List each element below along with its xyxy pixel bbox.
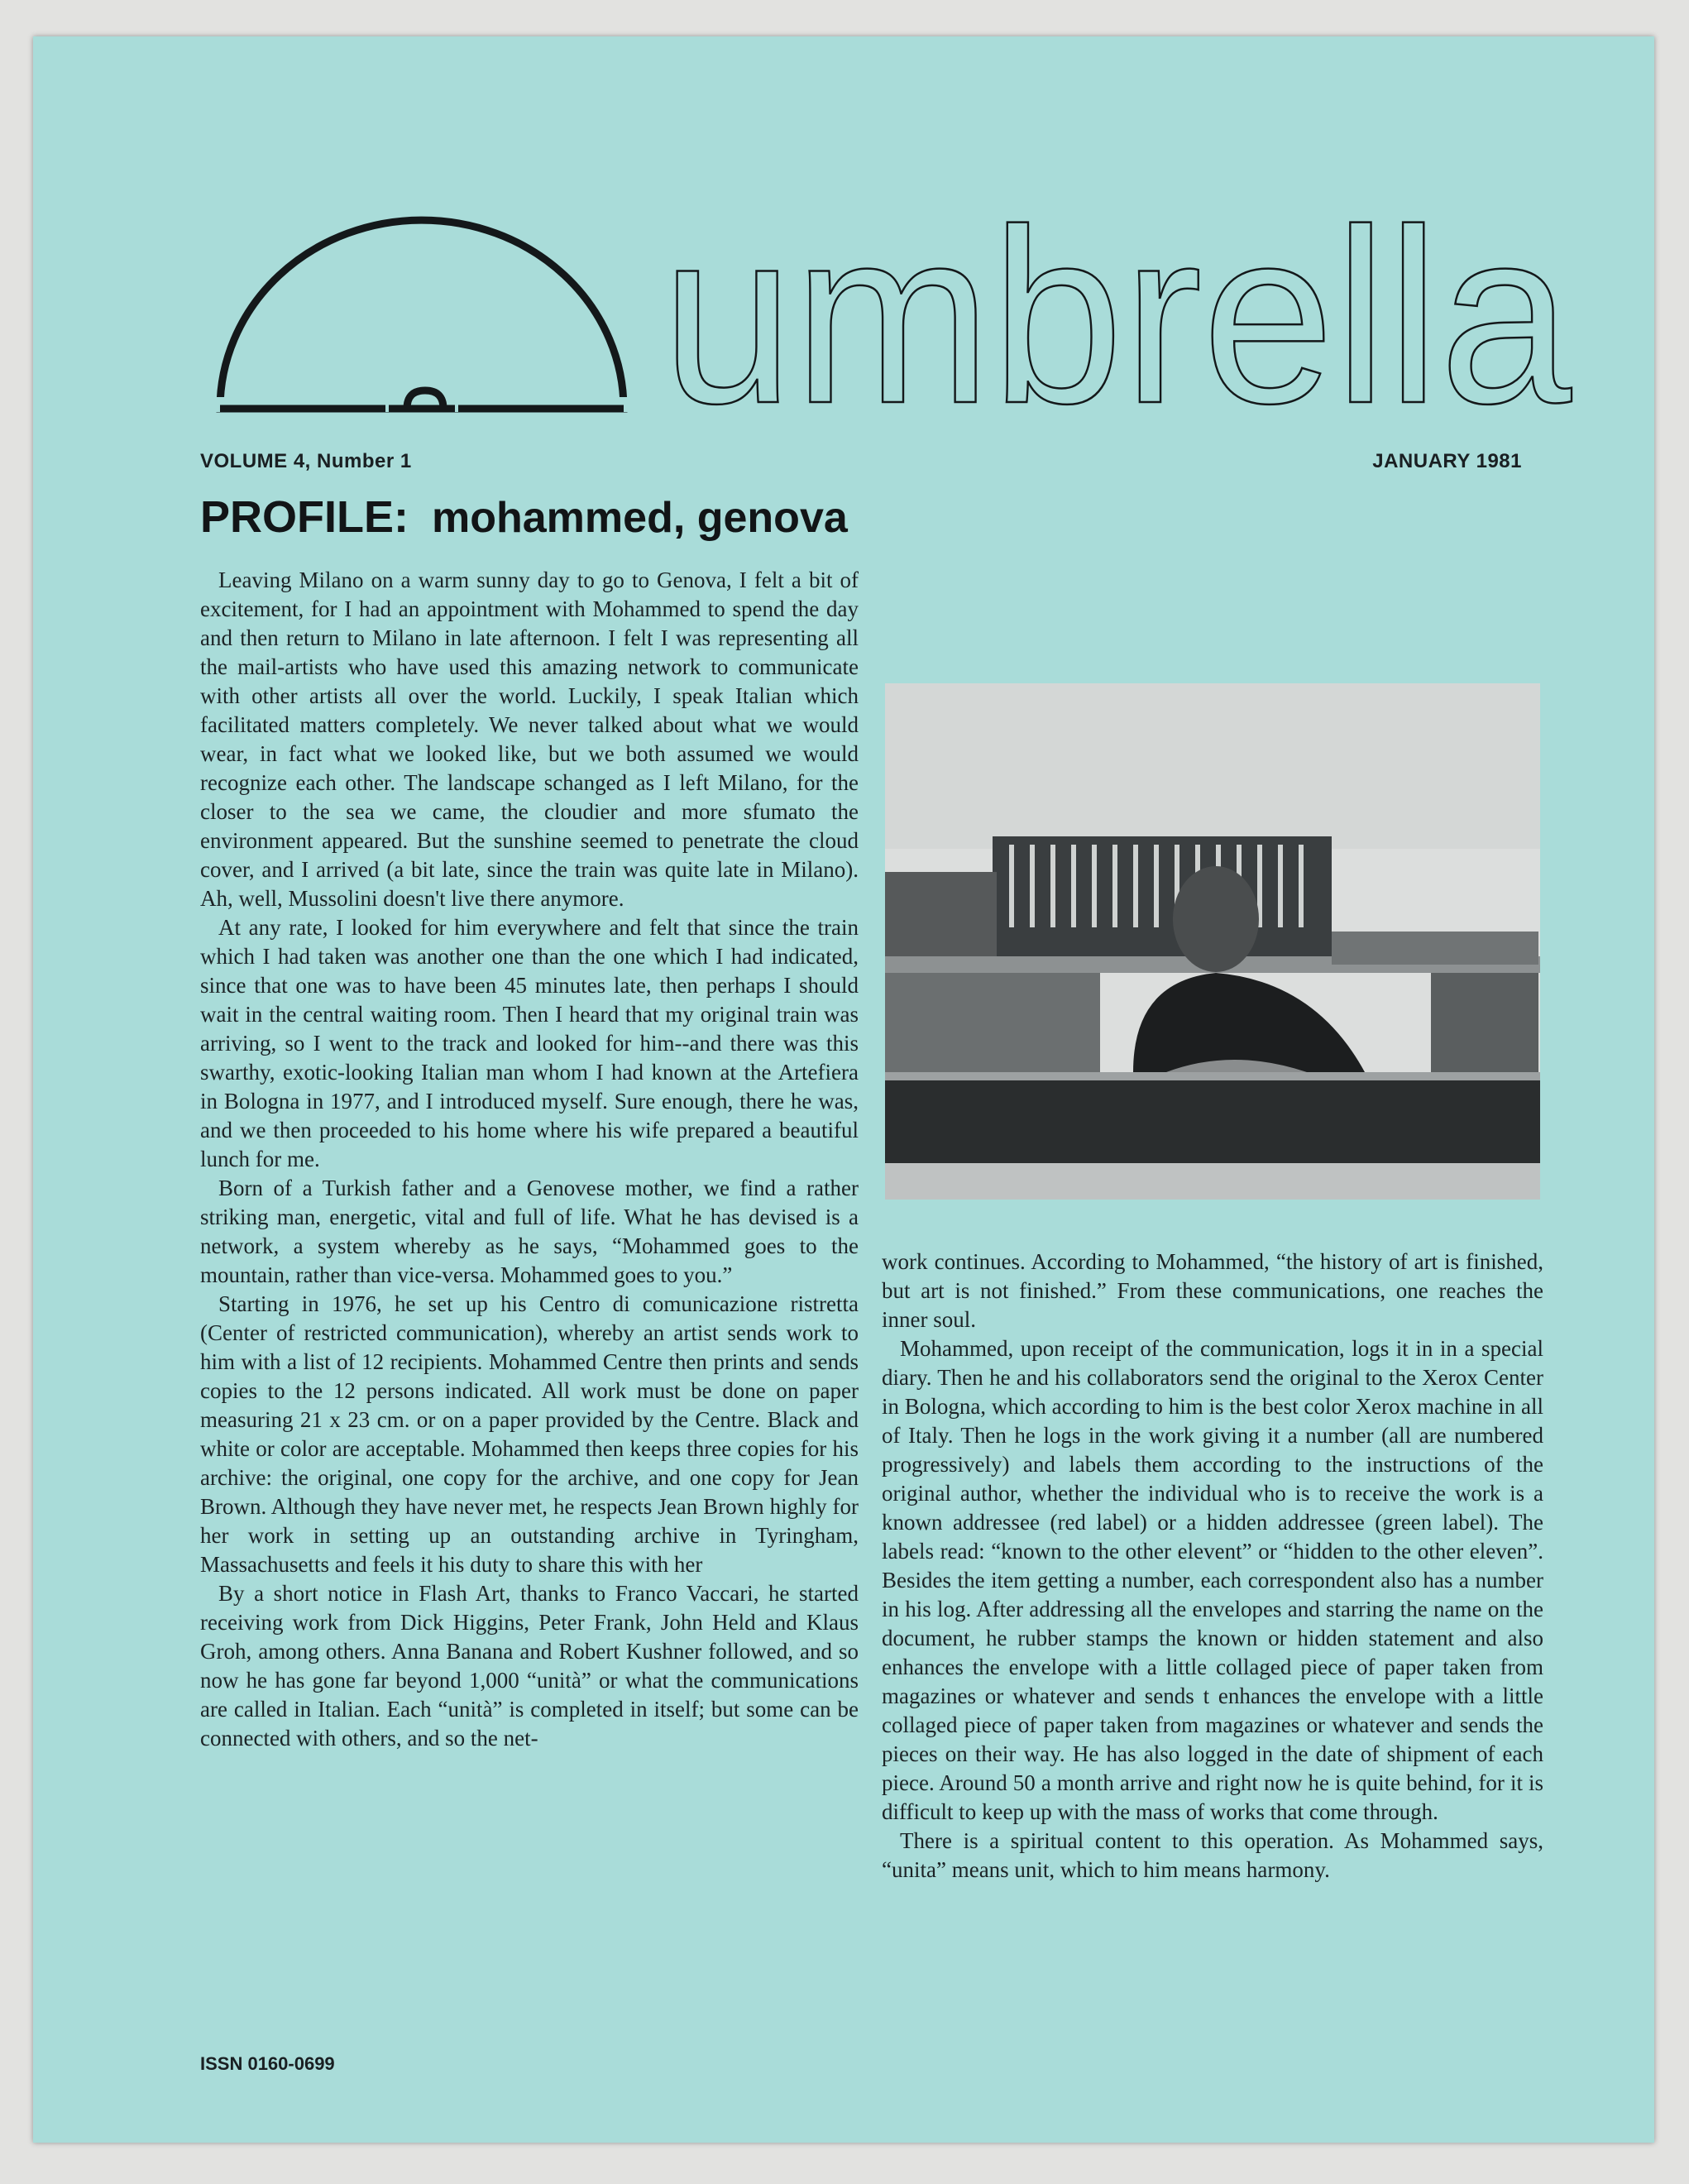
article-paragraph: Mohammed, upon receipt of the communication, logs it in in a special diary. Then he and his collaborators send the original to the Xerox Center in Bologna, which according to him is the best color Xerox machine in all of Italy. Then he logs in the work giving it a number (all are numbered progressively) and labels them according to the instructions of the original author, whether the individual who is to receive the work is a known addressee (red label) or a hidden addressee (green label). The labels read: “known to the other elevent” or “hidden to the other eleven”. Besides the item getting a number, each correspondent also has a number in his log. After addressing all the envelopes and starring the name on the document, he rubber stamps the known or hidden statement and also enhances the envelope with a little collaged piece of paper taken from magazines or whatever and sends t enhances the envelope with a little collaged piece of paper taken from magazines or whatever and sends the pieces on their way. He has also logged in the date of shipment of each piece. Around 50 a month arrive and right now he is quite behind, for it is difficult to keep up with the mass of works that come through. — [882, 1336, 1543, 1824]
photo-of-man-at-desk — [885, 683, 1540, 1200]
umbrella-masthead-logo — [182, 136, 1605, 433]
article-headline — [200, 491, 1524, 543]
article-paragraph: There is a spiritual content to this operation. As Mohammed says, “unita” means unit, which to him means harmony. — [882, 1828, 1543, 1882]
article-column-right — [882, 1248, 1543, 2091]
umbrella-logo-graphic — [182, 136, 1605, 433]
article-paragraph: At any rate, I looked for him everywhere and felt that since the train which I had taken was another one than the one which I had indicated, since that one was to have been 45 minutes late, then perhaps I should wait in the central waiting room. Then I heard that my original train was arriving, so I went to the track and looked for him--and there was this swarthy, exotic-looking Italian man whom I had known at the Artefiera in Bologna in 1977, and I introduced myself. Sure enough, there he was, and we then proceeded to his home where his wife prepared a beautiful lunch for me. — [200, 915, 859, 1171]
article-paragraph: Leaving Milano on a warm sunny day to go to Genova, I felt a bit of excitement, for I had an appointment with Mohammed to spend the day and then return to Milano in late afternoon. I felt I was representing all the mail-artists who have used this amazing network to communicate with other artists all over the world. Luckily, I speak Italian which facilitated matters completely. We never talked about what we would wear, in fact what we looked like, but we both assumed we would recognize each other. The landscape schanged as I left Milano, for the closer to the sea we came, the cloudier and more sfumato the environment appeared. But the sunshine seemed to penetrate the cloud cover, and I arrived (a bit late, since the train was quite late in Milano). Ah, well, Mussolini doesn't live there anymore. — [200, 568, 859, 911]
issue-date: JANUARY 1981 — [1372, 450, 1522, 472]
volume-number: VOLUME 4, Number 1 — [200, 450, 412, 472]
article-paragraph: Starting in 1976, he set up his Centro di comunicazione ristretta (Center of restricted communication), whereby an artist sends work to him with a list of 12 recipients. Mohammed Centre then prints and sends copies to the 12 persons indicated. All work must be done on paper measuring 21 x 23 cm. or on a paper provided by the Centre. Black and white or color are acceptable. Mohammed then keeps three copies for his archive: the original, one copy for the archive, and one copy for Jean Brown. Although they have never met, he respects Jean Brown highly for her work in setting up an outstanding archive in Tyringham, Massachusetts and feels it his duty to share this with her — [200, 1291, 859, 1577]
article-paragraph: Born of a Turkish father and a Genovese mother, we find a rather striking man, energetic, vital and full of life. What he has devised is a network, a system whereby as he says, “Mohammed goes to the mountain, rather than vice-versa. Mohammed goes to you.” — [200, 1176, 859, 1287]
article-paragraph: By a short notice in Flash Art, thanks to Franco Vaccari, he started receiving work from Dick Higgins, Peter Frank, John Held and Klaus Groh, among others. Anna Banana and Robert Kushner followed, and so now he has gone far beyond 1,000 “unità” or what the communications are called in Italian. Each “unità” is completed in itself; but some can be connected with others, and so the net- — [200, 1581, 859, 1751]
article-column-left — [200, 566, 859, 2055]
issn-number: ISSN 0160-0699 — [200, 2053, 335, 2074]
magazine-cover-page — [33, 36, 1654, 2143]
umbrella-logo-text: umbrella — [662, 177, 1573, 433]
profile-photo — [885, 683, 1540, 1200]
headline-label: PROFILE: — [200, 492, 409, 542]
headline-subject: mohammed, genova — [432, 494, 848, 542]
article-paragraph: work continues. According to Mohammed, “the history of art is finished, but art is not finished.” From these communications, one reaches the inner soul. — [882, 1249, 1543, 1332]
